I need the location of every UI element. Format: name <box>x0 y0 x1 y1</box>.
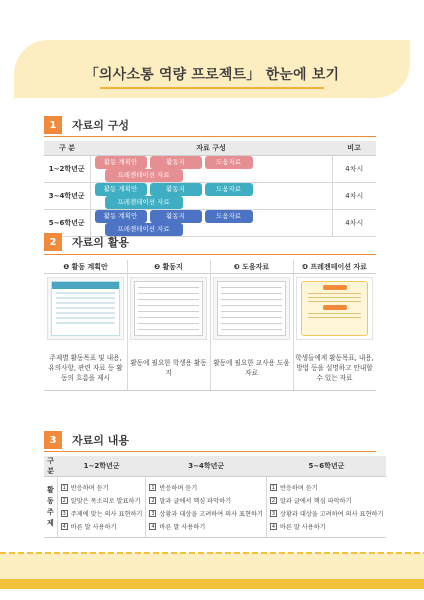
usage-description: 학생들에게 활동목표, 내용, 방법 등을 설명하고 안내할 수 있는 자료 <box>295 354 374 382</box>
section-2-header <box>44 233 129 251</box>
section-title: 자료의 내용 <box>72 434 129 447</box>
list-item: 3 주제에 맞는 의사 표현하기 <box>62 511 143 518</box>
table-header-row <box>44 456 386 477</box>
material-badge: 활동지 <box>150 156 202 169</box>
section-1-header <box>44 116 129 134</box>
header-category: 구분 <box>44 456 57 477</box>
header-grade: 5~6학년군 <box>266 456 386 477</box>
table-row <box>44 182 376 209</box>
composition-items <box>90 155 332 182</box>
footer-stripe <box>0 552 424 554</box>
list-item: 4 바른 말 사용하기 <box>271 524 326 531</box>
resource-thumbnail <box>213 277 290 340</box>
material-badge: 활동지 <box>150 210 202 223</box>
material-badge: 프레젠테이션 자료 <box>105 169 183 182</box>
table-header-row <box>44 141 376 155</box>
usage-heading: ❹ 프레젠테이션 자료 <box>293 260 376 274</box>
header-notes: 비고 <box>332 141 376 155</box>
material-badge: 도움자료 <box>205 183 253 196</box>
material-badge: 활동지 <box>150 183 202 196</box>
grade-label: 5~6학년군 <box>44 209 90 236</box>
topic-list <box>146 477 267 538</box>
hours-label: 4차시 <box>332 182 376 209</box>
composition-table <box>44 141 376 237</box>
section-3-header <box>44 431 129 449</box>
list-item: 2 알맞은 목소리로 발표하기 <box>62 498 141 505</box>
title-underline <box>100 87 324 89</box>
row-label-text: 활동 주제 <box>47 486 54 527</box>
composition-items <box>90 182 332 209</box>
grade-label: 3~4학년군 <box>44 182 90 209</box>
usage-description: 주제별 활동목표 및 내용, 유의사항, 관련 자료 등 활동의 흐름을 제시 <box>48 354 123 382</box>
section-bottom-line <box>44 390 376 391</box>
section-number: 1 <box>44 116 62 134</box>
table-row <box>44 477 386 538</box>
list-item: 3 상황과 대상을 고려하여 의사 표현하기 <box>271 511 384 518</box>
section-divider <box>44 136 376 137</box>
material-badge: 도움자료 <box>205 210 253 223</box>
presentation-thumbnail <box>296 277 373 340</box>
usage-description: 활동에 필요한 학생용 활동지 <box>130 359 207 377</box>
section-title: 자료의 활용 <box>72 236 129 249</box>
hours-label: 4차시 <box>332 209 376 236</box>
material-badge: 도움자료 <box>205 156 253 169</box>
section-title: 자료의 구성 <box>72 119 129 132</box>
contents-table <box>44 456 386 538</box>
section-number: 3 <box>44 431 62 449</box>
material-badge: 활동 계획안 <box>95 156 147 169</box>
list-item: 1 반응하며 듣기 <box>271 485 318 492</box>
page-title: 「의사소통 역량 프로젝트」 한눈에 보기 <box>84 67 340 83</box>
table-row <box>44 155 376 182</box>
list-item: 2 말과 글에서 핵심 파악하기 <box>151 498 232 505</box>
grade-label: 1~2학년군 <box>44 155 90 182</box>
material-badge: 활동 계획안 <box>95 210 147 223</box>
list-item: 4 바른 말 사용하기 <box>62 524 117 531</box>
usage-heading: ❶ 활동 계획안 <box>44 260 127 274</box>
list-item: 2 말과 글에서 핵심 파악하기 <box>271 498 352 505</box>
composition-items <box>90 209 332 236</box>
section-divider <box>44 254 376 255</box>
material-badge: 프레젠테이션 자료 <box>105 223 183 236</box>
list-item: 3 상황과 대상을 고려하여 의사 표현하기 <box>151 511 263 518</box>
usage-description: 활동에 필요한 교사용 도움자료 <box>213 359 290 377</box>
header-grade: 3~4학년군 <box>146 456 267 477</box>
list-item: 4 바른 말 사용하기 <box>151 524 206 531</box>
hours-label: 4차시 <box>332 155 376 182</box>
topic-list <box>57 477 146 538</box>
section-divider <box>44 451 376 452</box>
list-item: 1 반응하며 듣기 <box>151 485 198 492</box>
worksheet-thumbnail <box>130 277 207 340</box>
table-row <box>44 209 376 236</box>
footer-band <box>0 553 424 579</box>
section-number: 2 <box>44 233 62 251</box>
footer-bar <box>0 579 424 589</box>
usage-heading: ❸ 도움자료 <box>210 260 293 274</box>
material-badge: 프레젠테이션 자료 <box>105 196 183 209</box>
header-grade: 1~2학년군 <box>57 456 146 477</box>
usage-heading: ❷ 활동지 <box>127 260 210 274</box>
header-category: 구 분 <box>44 141 90 155</box>
row-label <box>44 477 57 538</box>
topic-list <box>266 477 386 538</box>
list-item: 1 반응하며 듣기 <box>62 485 109 492</box>
material-badge: 활동 계획안 <box>95 183 147 196</box>
activity-plan-thumbnail <box>47 277 124 340</box>
header-composition: 자료 구성 <box>90 141 332 155</box>
